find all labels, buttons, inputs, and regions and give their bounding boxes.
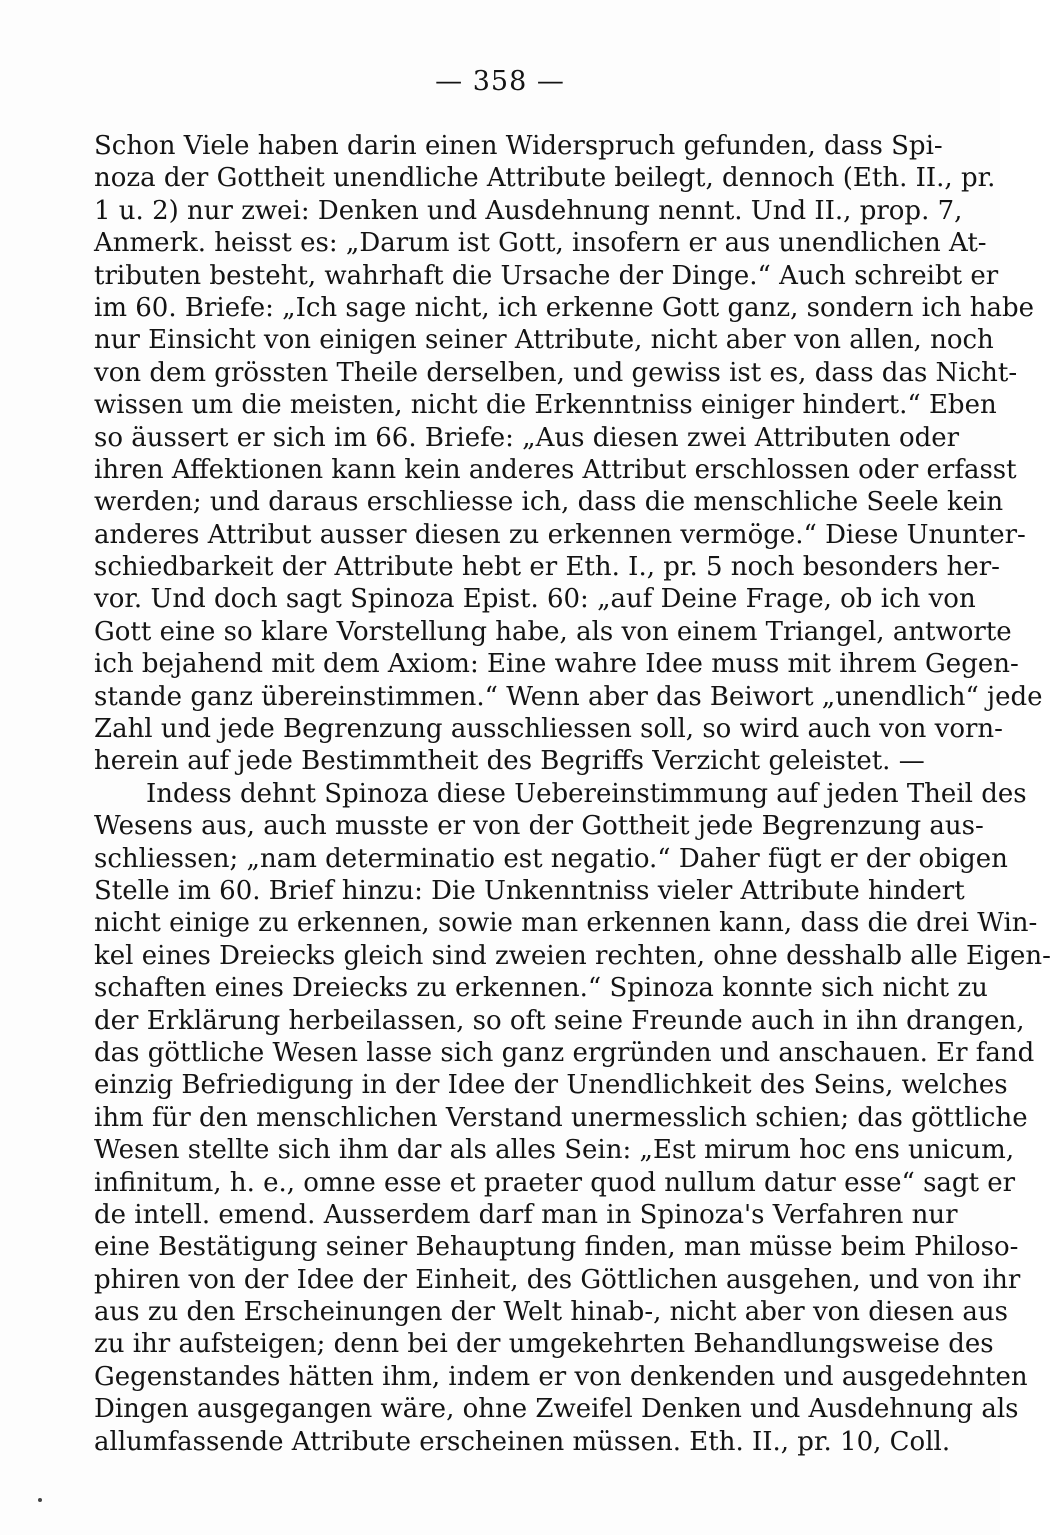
text-line: zu ihr aufsteigen; denn bei der umgekehrten Behandlungsweise des [94,1329,994,1360]
text-line: von dem grössten Theile derselben, und gewiss ist es, dass das Nicht- [94,357,1018,388]
text-line: Schon Viele haben darin einen Widerspruch gefunden, dass Spi- [94,131,943,161]
text-line: werden; und daraus erschliesse ich, dass die menschliche Seele kein [94,487,1004,518]
text-line: der Erklärung herbeilassen, so oft seine Freunde auch in ihn drangen, [94,1005,1025,1036]
text-line: herein auf jede Bestimmtheit des Begriffs Verzicht geleistet. — [94,746,925,777]
text-line: noza der Gottheit unendliche Attribute beilegt, dennoch (Eth. II., pr. [94,163,996,194]
paragraph-2 [94,778,1051,1458]
text-line: Dingen ausgegangen wäre, ohne Zweifel Denken und Ausdehnung als [94,1394,1019,1425]
text-line: kel eines Dreiecks gleich sind zweien rechten, ohne desshalb alle Eigen- [94,940,1051,971]
text-line: infinitum, h. e., omne esse et praeter quod nullum datur esse“ sagt er [94,1167,1016,1198]
paragraph-1 [94,130,1043,778]
text-line: Gott eine so klare Vorstellung habe, als von einem Triangel, antworte [94,616,1012,647]
text-line: ihren Affektionen kann kein anderes Attribut erschlossen oder erfasst [94,454,1017,485]
text-line: schiedbarkeit der Attribute hebt er Eth. I., pr. 5 noch besonders her- [94,552,1000,583]
text-line: wissen um die meisten, nicht die Erkenntniss einiger hindert.“ Eben [94,390,997,421]
text-line: stande ganz übereinstimmen.“ Wenn aber das Beiwort „unendlich“ jede [94,681,1043,712]
text-line: nicht einige zu erkennen, sowie man erkennen kann, dass die drei Win- [94,908,1038,939]
text-line: phiren von der Idee der Einheit, des Göttlichen ausgehen, und von ihr [94,1264,1021,1295]
text-line: 1 u. 2) nur zwei: Denken und Ausdehnung nennt. Und II., prop. 7, [94,195,963,226]
text-line: ich bejahend mit dem Axiom: Eine wahre Idee muss mit ihrem Gegen- [94,649,1019,680]
text-line: im 60. Briefe: „Ich sage nicht, ich erkenne Gott ganz, sondern ich habe [94,292,1034,323]
text-line: nur Einsicht von einigen seiner Attribute, nicht aber von allen, noch [94,325,994,356]
text-line: tributen besteht, wahrhaft die Ursache der Dinge.“ Auch schreibt er [94,260,999,291]
text-line: anderes Attribut ausser diesen zu erkennen vermöge.“ Diese Ununter- [94,519,1026,550]
text-line: Wesens aus, auch musste er von der Gottheit jede Begrenzung aus- [94,811,984,842]
text-line: ihm für den menschlichen Verstand unermesslich schien; das göttliche [94,1102,1028,1133]
text-line: de intell. emend. Ausserdem darf man in Spinoza's Verfahren nur [94,1199,958,1230]
text-line: Stelle im 60. Brief hinzu: Die Unkenntniss vieler Attribute hindert [94,875,965,906]
text-line: Indess dehnt Spinoza diese Uebereinstimmung auf jeden Theil des [146,778,1027,809]
text-line: einzig Befriedigung in der Idee der Unendlichkeit des Seins, welches [94,1070,1008,1101]
text-line: eine Bestätigung seiner Behauptung finden, man müsse beim Philoso- [94,1232,1019,1263]
text-line: allumfassende Attribute erscheinen müssen. Eth. II., pr. 10, Coll. [94,1426,951,1457]
text-line: aus zu den Erscheinungen der Welt hinab-, nicht aber von diesen aus [94,1297,1008,1328]
body-text [94,130,1051,1460]
text-line: schaften eines Dreiecks zu erkennen.“ Spinoza konnte sich nicht zu [94,973,988,1004]
text-line: vor. Und doch sagt Spinoza Epist. 60: „auf Deine Frage, ob ich von [94,584,976,615]
text-line: Zahl und jede Begrenzung ausschliessen soll, so wird auch von vorn- [94,714,1003,745]
text-line: Wesen stellte sich ihm dar als alles Sein: „Est mirum hoc ens unicum, [94,1135,1015,1166]
text-line: Gegenstandes hätten ihm, indem er von denkenden und ausgedehnten [94,1361,1028,1392]
text-line: schliessen; „nam determinatio est negatio.“ Daher fügt er der obigen [94,843,1008,874]
text-line: Anmerk. heisst es: „Darum ist Gott, insofern er aus unendlichen At- [94,228,987,259]
page-number: — 358 — [435,66,565,97]
text-line: das göttliche Wesen lasse sich ganz ergründen und anschauen. Er fand [94,1037,1035,1068]
text-line: so äussert er sich im 66. Briefe: „Aus diesen zwei Attributen oder [94,422,960,453]
ink-speck [38,1498,42,1502]
